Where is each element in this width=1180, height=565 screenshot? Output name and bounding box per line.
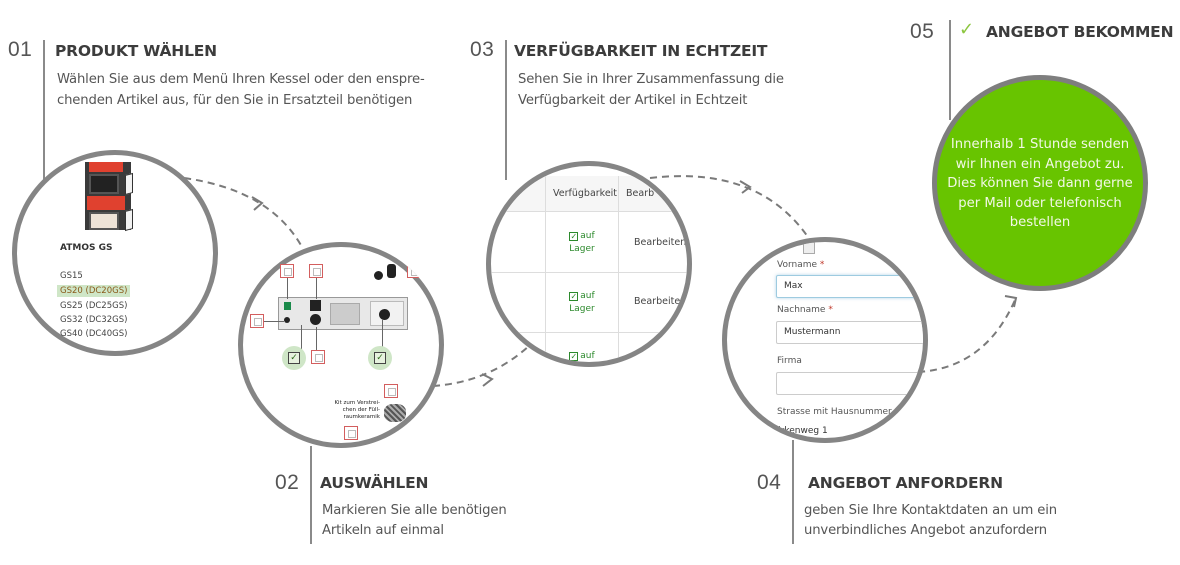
availability-status: ✓ auf Lager <box>569 231 595 254</box>
vorname-input[interactable]: Max <box>776 275 923 298</box>
field-label-nachname: Nachname * <box>777 305 833 315</box>
step-05-number: 05 <box>910 20 935 43</box>
step-01-title: PRODUKT WÄHLEN <box>55 42 217 60</box>
firma-input[interactable] <box>776 372 923 395</box>
step-01-number: 01 <box>8 38 33 61</box>
step-03-number: 03 <box>470 38 495 61</box>
step-02-title: AUSWÄHLEN <box>320 474 429 492</box>
availability-status: ✓ auf <box>570 351 595 361</box>
column-header-edit: Bearb <box>626 188 655 199</box>
availability-table <box>491 166 687 362</box>
ceramic-kit-caption-3: raumkeramik <box>343 414 380 420</box>
step-01-description-line-2: chenden Artikel aus, für den Sie in Ersatzteil benötigen <box>57 93 413 108</box>
step-04-description-line-1: geben Sie Ihre Kontaktdaten an um ein <box>804 503 1057 518</box>
model-option-gs15[interactable]: GS15 <box>60 271 83 281</box>
part-marker[interactable] <box>384 384 398 398</box>
step-01-divider <box>43 40 45 180</box>
edit-link[interactable]: Bearbeiten <box>634 237 687 248</box>
step-03-divider <box>505 40 507 180</box>
form-marker-icon <box>803 242 815 254</box>
model-option-gs32[interactable]: GS32 (DC32GS) <box>60 315 128 325</box>
model-option-gs40[interactable]: GS40 (DC40GS) <box>60 329 128 339</box>
column-header-availability: Verfügbarkeit <box>553 188 618 199</box>
part-marker[interactable] <box>311 350 325 364</box>
contact-form <box>727 242 923 438</box>
availability-status: ✓ auf Lager <box>569 291 595 314</box>
offer-text-line-4: per Mail oder telefonisch <box>958 195 1122 211</box>
offer-text-line-5: bestellen <box>1009 215 1071 230</box>
offer-text-line-1: Innerhalb 1 Stunde senden <box>950 137 1130 152</box>
part-marker[interactable] <box>309 264 323 278</box>
checkmark-icon: ✓ <box>959 19 975 40</box>
step-02-description-line-1: Markieren Sie alle benötigen <box>322 503 507 518</box>
check-square-icon: ✓ <box>570 292 578 301</box>
part-marker-checked[interactable] <box>368 346 392 370</box>
part-marker[interactable] <box>250 314 264 328</box>
checkbox-checked-icon: ✓ <box>288 352 300 364</box>
model-option-gs25[interactable]: GS25 (DC25GS) <box>60 301 128 311</box>
step-03-description-line-1: Sehen Sie in Ihrer Zusammenfassung die <box>518 72 784 87</box>
offer-bubble <box>932 75 1148 291</box>
step-05-divider <box>949 20 951 120</box>
ceramic-kit-caption-1: Kit zum Verstrei- <box>334 400 380 406</box>
step-02-divider <box>310 446 312 544</box>
step-03-description-line-2: Verfügbarkeit der Artikel in Echtzeit <box>518 93 748 108</box>
step-04-divider <box>792 440 794 544</box>
part-marker-checked[interactable] <box>282 346 306 370</box>
strasse-input-value[interactable]: Birkenweg 1 <box>772 426 828 436</box>
field-label-strasse: Strasse mit Hausnummer * <box>777 407 900 417</box>
ceramic-kit-image <box>384 404 406 422</box>
model-brand-label: ATMOS GS <box>60 243 113 253</box>
nachname-input[interactable]: Mustermann <box>776 321 923 344</box>
field-label-vorname: Vorname * <box>777 260 825 270</box>
offer-text-line-3: Dies können Sie dann gerne <box>947 176 1133 191</box>
checkbox-checked-icon: ✓ <box>374 352 386 364</box>
step-05-title: ANGEBOT BEKOMMEN <box>986 23 1174 41</box>
step-04-title: ANGEBOT ANFORDERN <box>808 474 1003 492</box>
part-marker[interactable] <box>407 264 421 278</box>
step-01-description-line-1: Wählen Sie aus dem Menü Ihren Kessel oder den enspre- <box>57 72 425 87</box>
step-02-description-line-2: Artikeln auf einmal <box>322 523 444 538</box>
part-marker[interactable] <box>280 264 294 278</box>
model-option-gs20-selected[interactable]: GS20 (DC20GS) <box>57 285 130 297</box>
step-04-number: 04 <box>757 471 782 494</box>
part-marker[interactable] <box>344 426 358 440</box>
boiler-image <box>85 162 131 230</box>
step-04-description-line-2: unverbindliches Angebot anzufordern <box>804 523 1048 538</box>
check-square-icon: ✓ <box>570 352 578 361</box>
offer-text-line-2: wir Ihnen ein Angebot zu. <box>955 156 1125 172</box>
step-03-title: VERFÜGBARKEIT IN ECHTZEIT <box>514 42 768 60</box>
control-panel-illustration <box>238 242 444 448</box>
field-label-firma: Firma <box>777 356 802 366</box>
check-square-icon: ✓ <box>570 232 578 241</box>
edit-link[interactable]: Bearbeiten <box>634 296 687 307</box>
step-02-number: 02 <box>275 471 300 494</box>
ceramic-kit-caption-2: chen der Füll- <box>342 407 380 413</box>
